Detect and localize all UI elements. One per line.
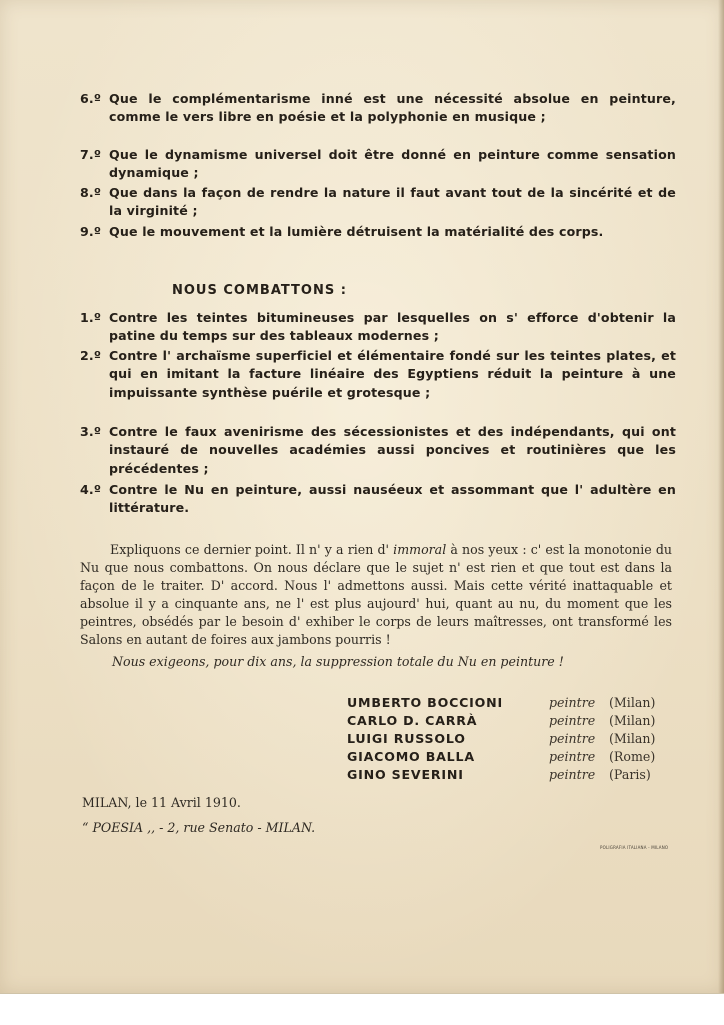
principle-text: Que le complémentarisme inné est une nécessité absolue en peinture, comme le vers libre en poésie et la polyphonie en musique ; — [109, 91, 676, 125]
paragraph-text-start: Expliquons ce dernier point. Il n' y a rien d' — [110, 542, 394, 557]
paragraph-emphasis: immoral — [393, 542, 447, 557]
scan-background — [0, 993, 724, 1025]
signature-line — [347, 694, 667, 712]
signatory-role: peintre — [549, 713, 596, 728]
signatory-city: (Rome) — [609, 749, 656, 764]
signatory-name: UMBERTO BOCCIONI — [347, 695, 503, 710]
combat-text: Contre l' archaïsme superficiel et élémentaire fondé sur les teintes plates, et qui en imitant la facture linéaire des Egyptiens réduit la peinture à une impuissante synthèse puérile et grotesque ; — [109, 348, 676, 400]
combat-number: 3.º — [80, 424, 102, 439]
combat-number: 1.º — [80, 310, 102, 325]
section-heading: NOUS COMBATTONS : — [172, 283, 347, 298]
signatory-role: peintre — [549, 695, 596, 710]
signature-line — [347, 712, 667, 730]
signature-line — [347, 766, 667, 784]
paragraph-text-end: à nos yeux : c' est la monotonie du Nu que nous combattons. On nous déclare que le sujet n' est rien et que tout est dans la façon de le traiter. D' accord. Nous l' admettons aussi. Mais cette vérité inattaquable et absolue il y a cinquante ans, ne l' est plus aujourd' hui, quant au nu, du moment que les peintres, obsédés par le besoin d' exhiber le corps de leurs maîtresses, ont transformé les Salons en autant de foires aux jambons pourris ! — [80, 542, 673, 647]
signatory-city: (Milan) — [609, 713, 656, 728]
signature-line — [347, 730, 667, 748]
principle-item — [80, 184, 676, 221]
combat-number: 4.º — [80, 482, 102, 497]
principle-text: Que le dynamisme universel doit être donné en peinture comme sensation dynamique ; — [109, 147, 676, 181]
publisher-address: “ POESIA ,, - 2, rue Senato - MILAN. — [82, 820, 316, 835]
signatory-role: peintre — [549, 767, 596, 782]
combat-item — [80, 481, 676, 518]
combat-number: 2.º — [80, 348, 102, 363]
principle-number: 8.º — [80, 185, 102, 200]
combat-text: Contre le faux avenirisme des sécessionistes et des indépendants, qui ont instauré de nouvelles académies aussi poncives et routinières que les précédentes ; — [109, 424, 676, 476]
page-edge-shadow — [718, 0, 724, 993]
combat-item — [80, 309, 676, 346]
principle-number: 7.º — [80, 147, 102, 162]
principle-item — [80, 146, 676, 183]
combat-text: Contre le Nu en peinture, aussi nauséeux et assommant que l' adultère en littérature. — [109, 482, 676, 516]
principle-item — [80, 223, 676, 241]
signatory-city: (Milan) — [609, 695, 656, 710]
place-date: MILAN, le 11 Avril 1910. — [82, 795, 241, 810]
principle-number: 9.º — [80, 224, 102, 239]
combat-item — [80, 423, 676, 478]
signatory-city: (Paris) — [609, 767, 651, 782]
signatory-name: CARLO D. CARRÀ — [347, 713, 478, 728]
signatory-role: peintre — [549, 749, 596, 764]
signatory-name: GINO SEVERINI — [347, 767, 464, 782]
demand-statement: Nous exigeons, pour dix ans, la suppression totale du Nu en peinture ! — [112, 654, 564, 669]
combat-text: Contre les teintes bitumineuses par lesquelles on s' efforce d'obtenir la patine du temps sur des tableaux modernes ; — [109, 310, 676, 344]
signature-line — [347, 748, 667, 766]
principle-text: Que dans la façon de rendre la nature il faut avant tout de la sincérité et de la virginité ; — [109, 185, 676, 219]
signatory-name: LUIGI RUSSOLO — [347, 731, 466, 746]
printer-mark: POLIGRAFIA ITALIANA - MILANO — [600, 845, 669, 850]
combat-item — [80, 347, 676, 402]
signatory-role: peintre — [549, 731, 596, 746]
signatory-name: GIACOMO BALLA — [347, 749, 475, 764]
principle-number: 6.º — [80, 91, 102, 106]
principle-text: Que le mouvement et la lumière détruisent la matérialité des corps. — [109, 224, 604, 239]
explanation-paragraph — [80, 541, 672, 649]
principle-item — [80, 90, 676, 127]
signatory-city: (Milan) — [609, 731, 656, 746]
